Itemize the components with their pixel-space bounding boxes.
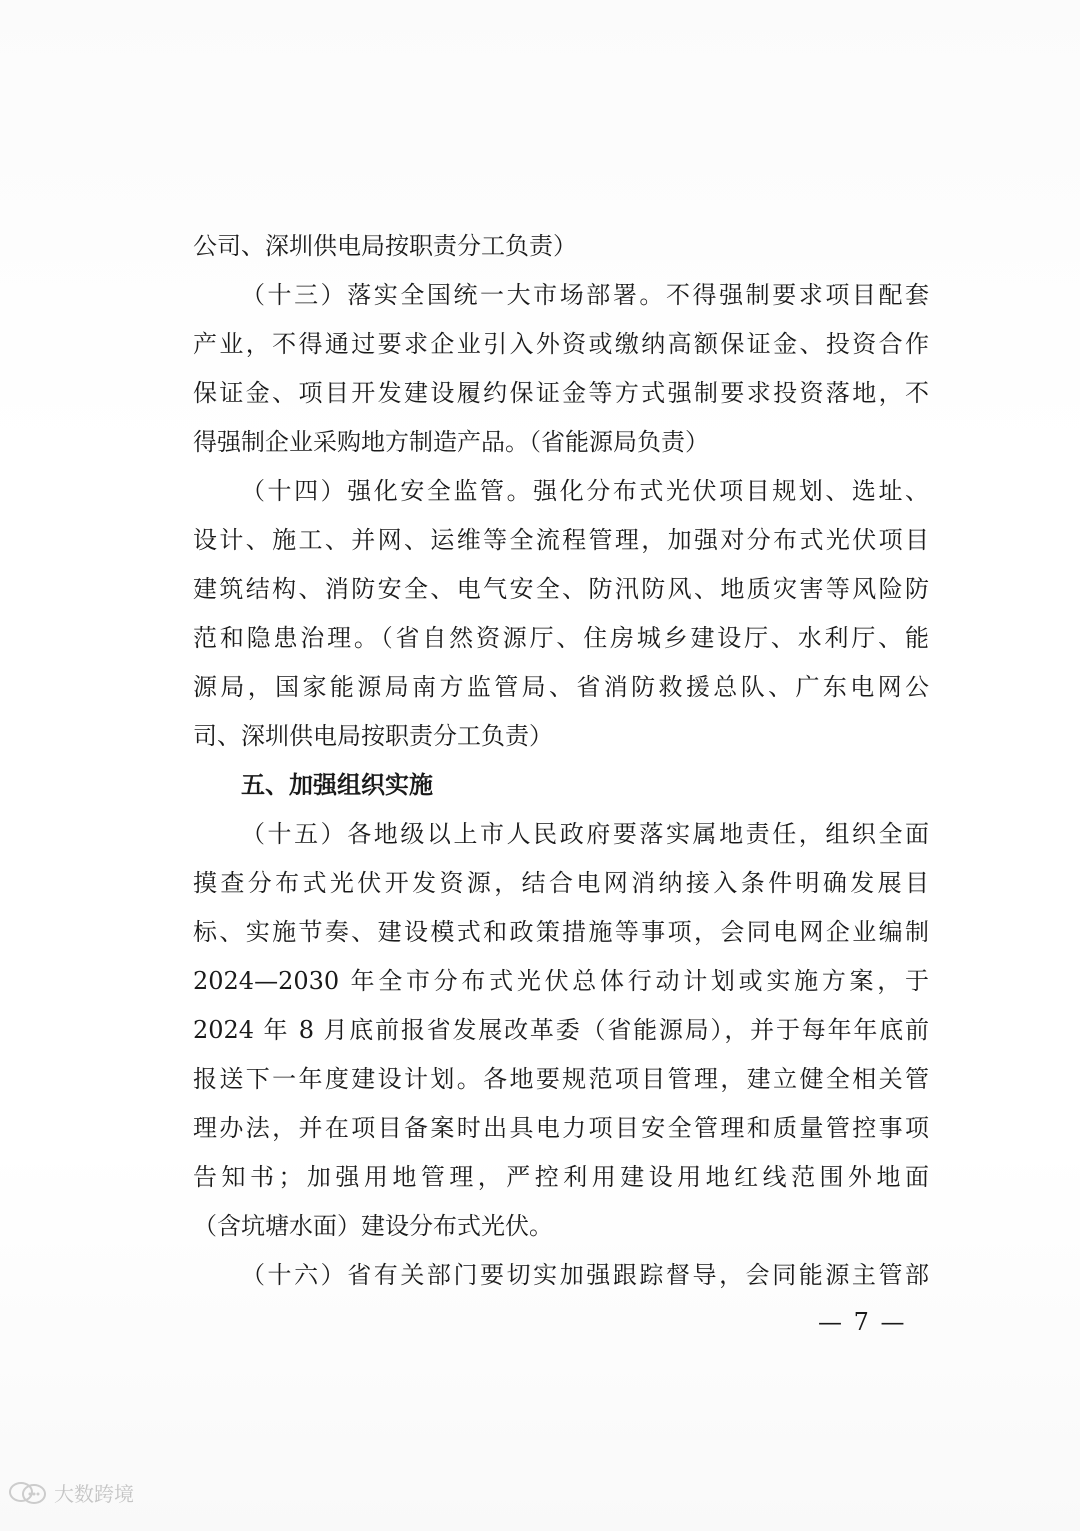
text-line: （十三）落实全国统一大市场部署。不得强制要求项目配套 <box>241 281 929 309</box>
text-line: 标、实施节奏、建设模式和政策措施等事项，会同电网企业编制 <box>193 918 929 946</box>
text-line: 源局，国家能源局南方监管局、省消防救援总队、广东电网公 <box>193 673 929 701</box>
text-line: （十四）强化安全监管。强化分布式光伏项目规划、选址、 <box>241 477 929 505</box>
text-line: 范和隐患治理。（省自然资源厅、住房城乡建设厅、水利厅、能 <box>193 624 929 652</box>
text-line: 公司、深圳供电局按职责分工负责） <box>193 232 577 260</box>
text-line: 产业，不得通过要求企业引入外资或缴纳高额保证金、投资合作 <box>193 330 929 358</box>
page-number: — 7 — <box>818 1308 907 1336</box>
text-line: 保证金、项目开发建设履约保证金等方式强制要求投资落地，不 <box>193 379 929 407</box>
watermark <box>8 1478 134 1507</box>
watermark-text: 大数跨境 <box>54 1482 134 1506</box>
text-line: 报送下一年度建设计划。各地要规范项目管理，建立健全相关管 <box>193 1065 929 1093</box>
text-line: 设计、施工、并网、运维等全流程管理，加强对分布式光伏项目 <box>193 526 929 554</box>
document-body <box>193 222 929 1300</box>
text-line: 摸查分布式光伏开发资源，结合电网消纳接入条件明确发展目 <box>193 869 929 897</box>
text-line: 司、深圳供电局按职责分工负责） <box>193 722 553 750</box>
text-line: 建筑结构、消防安全、电气安全、防汛防风、地质灾害等风险防 <box>193 575 929 603</box>
text-line: （十五）各地级以上市人民政府要落实属地责任，组织全面 <box>241 820 929 848</box>
section-heading: 五、加强组织实施 <box>241 771 433 799</box>
text-line: （十六）省有关部门要切实加强跟踪督导，会同能源主管部 <box>241 1261 929 1289</box>
text-line: 理办法，并在项目备案时出具电力项目安全管理和质量管控事项 <box>193 1114 929 1142</box>
text-line: 得强制企业采购地方制造产品。（省能源局负责） <box>193 428 709 456</box>
text-line: （含坑塘水面）建设分布式光伏。 <box>193 1212 553 1240</box>
text-line: 告知书；加强用地管理，严控利用建设用地红线范围外地面 <box>193 1163 929 1191</box>
text-line: 2024 年 8 月底前报省发展改革委（省能源局），并于每年年底前 <box>193 1016 929 1044</box>
text-line: 2024—2030 年全市分布式光伏总体行动计划或实施方案，于 <box>193 967 929 995</box>
chat-bubble-icon <box>8 1480 48 1506</box>
